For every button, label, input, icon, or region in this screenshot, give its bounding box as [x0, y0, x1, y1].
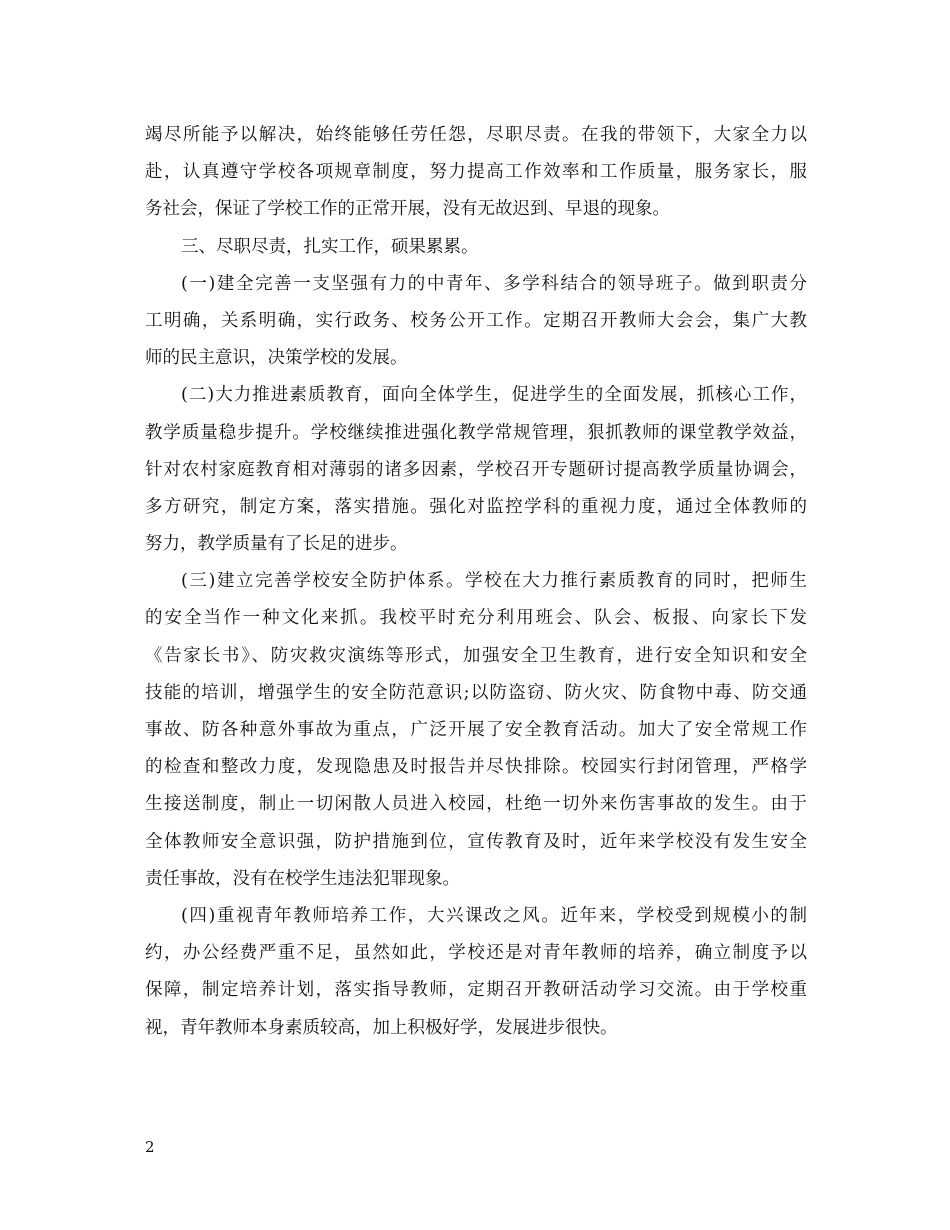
text-line: 努力，教学质量有了长足的进步。	[145, 534, 408, 555]
text-line: (四)重视青年教师培养工作，大兴课改之风。近年来，学校受到规模小的制	[181, 905, 807, 926]
text-line: 生接送制度，制止一切闲散人员进入校园，杜绝一切外来伤害事故的发生。由于	[145, 794, 807, 815]
text-line: 约，办公经费严重不足，虽然如此，学校还是对青年教师的培养，确立制度予以	[145, 943, 807, 964]
section-heading: 三、尽职尽责，扎实工作，硕果累累。	[181, 236, 479, 257]
page-number: 2	[145, 1138, 155, 1156]
text-line: 竭尽所能予以解决，始终能够任劳任怨，尽职尽责。在我的带领下，大家全力以	[145, 125, 807, 145]
text-line: 责任事故，没有在校学生违法犯罪现象。	[145, 868, 460, 889]
text-line: 的安全当作一种文化来抓。我校平时充分利用班会、队会、板报、向家长下发	[145, 608, 807, 629]
document-body	[145, 117, 807, 1047]
text-line: (三)建立完善学校安全防护体系。学校在大力推行素质教育的同时，把师生	[181, 571, 807, 592]
text-line: 针对农村家庭教育相对薄弱的诸多因素，学校召开专题研讨提高教学质量协调会，	[145, 459, 807, 480]
text-line: (一)建全完善一支坚强有力的中青年、多学科结合的领导班子。做到职责分	[181, 273, 807, 294]
text-line: 教学质量稳步提升。学校继续推进强化教学常规管理，狠抓教师的课堂教学效益，	[145, 422, 807, 443]
text-line: 的检查和整改力度，发现隐患及时报告并尽快排除。校园实行封闭管理，严格学	[145, 757, 807, 778]
text-line: 工明确，关系明确，实行政务、校务公开工作。定期召开教师大会会，集广大教	[145, 310, 807, 331]
text-line: (二)大力推进素质教育，面向全体学生，促进学生的全面发展，抓核心工作，	[181, 385, 807, 406]
text-line: 全体教师安全意识强，防护措施到位，宣传教育及时，近年来学校没有发生安全	[145, 831, 807, 852]
text-line: 事故、防各种意外事故为重点，广泛开展了安全教育活动。加大了安全常规工作	[145, 720, 807, 740]
text-line: 多方研究，制定方案，落实措施。强化对监控学科的重视力度，通过全体教师的	[145, 496, 807, 517]
text-line: 务社会，保证了学校工作的正常开展，没有无故迟到、早退的现象。	[145, 199, 670, 220]
text-line: 《告家长书》、防灾救灾演练等形式，加强安全卫生教育，进行安全知识和安全	[145, 645, 807, 666]
text-line: 技能的培训，增强学生的安全防范意识;以防盗窃、防火灾、防食物中毒、防交通	[145, 682, 807, 703]
text-line: 赴，认真遵守学校各项规章制度，努力提高工作效率和工作质量，服务家长，服	[145, 162, 807, 183]
text-line: 视，青年教师本身素质较高，加上积极好学，发展进步很快。	[145, 1017, 618, 1038]
text-line: 保障，制定培养计划，落实指导教师，定期召开教研活动学习交流。由于学校重	[145, 980, 807, 1001]
text-line: 师的民主意识，决策学校的发展。	[145, 348, 408, 369]
